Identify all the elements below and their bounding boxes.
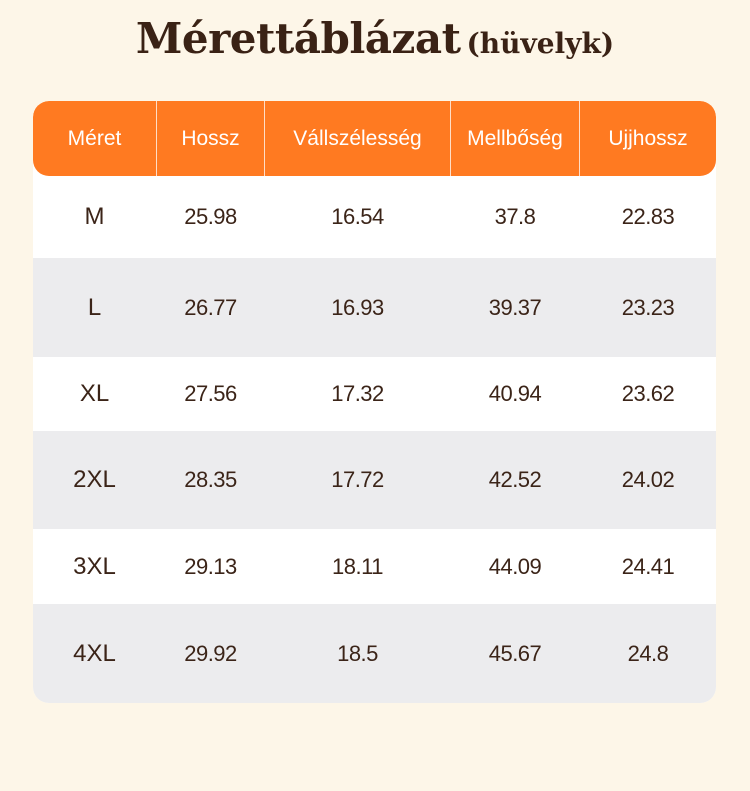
cell-shoulder: 17.32	[331, 381, 384, 406]
cell-length: 27.56	[184, 381, 237, 406]
cell-length: 29.13	[184, 553, 237, 579]
cell-sleeve: 23.62	[621, 381, 675, 406]
cell-size: L	[87, 293, 102, 321]
cell-size: XL	[79, 380, 110, 407]
cell-length: 28.35	[184, 467, 237, 492]
cell-size: 3XL	[73, 552, 116, 580]
cell-size: M	[84, 203, 105, 230]
header-shoulder: Vállszélesség	[293, 126, 422, 150]
cell-chest: 44.09	[488, 553, 542, 579]
cell-length: 29.92	[184, 640, 237, 666]
cell-chest: 45.67	[488, 640, 542, 666]
cell-sleeve: 24.02	[621, 467, 675, 492]
header-length: Hossz	[181, 126, 240, 150]
table-header	[33, 101, 716, 176]
cell-length: 25.98	[184, 204, 237, 229]
header-chest: Mellbőség	[467, 126, 563, 150]
cell-size: 4XL	[73, 639, 116, 667]
table-row	[33, 176, 716, 258]
cell-sleeve: 23.23	[621, 294, 675, 320]
page-title	[0, 14, 750, 63]
cell-size: 2XL	[73, 466, 116, 493]
cell-chest: 40.94	[488, 381, 542, 406]
cell-sleeve: 24.8	[627, 640, 669, 666]
cell-sleeve: 22.83	[621, 204, 675, 229]
table-row	[33, 529, 716, 604]
cell-shoulder: 16.93	[331, 294, 384, 320]
table-row	[33, 604, 716, 703]
table-row	[33, 357, 716, 431]
size-table	[33, 101, 716, 703]
header-sleeve: Ujjhossz	[608, 126, 688, 150]
cell-shoulder: 18.11	[332, 553, 383, 579]
cell-chest: 37.8	[494, 204, 536, 229]
header-size: Méret	[67, 126, 122, 150]
cell-shoulder: 17.72	[331, 467, 384, 492]
cell-chest: 39.37	[488, 294, 542, 320]
title-main: Mérettáblázat	[135, 14, 461, 63]
table-row	[33, 431, 716, 529]
table-row	[33, 258, 716, 357]
cell-shoulder: 16.54	[331, 204, 384, 229]
cell-sleeve: 24.41	[621, 553, 675, 579]
cell-length: 26.77	[184, 294, 237, 320]
cell-chest: 42.52	[488, 467, 542, 492]
cell-shoulder: 18.5	[337, 640, 378, 666]
title-unit: (hüvelyk)	[466, 27, 615, 60]
